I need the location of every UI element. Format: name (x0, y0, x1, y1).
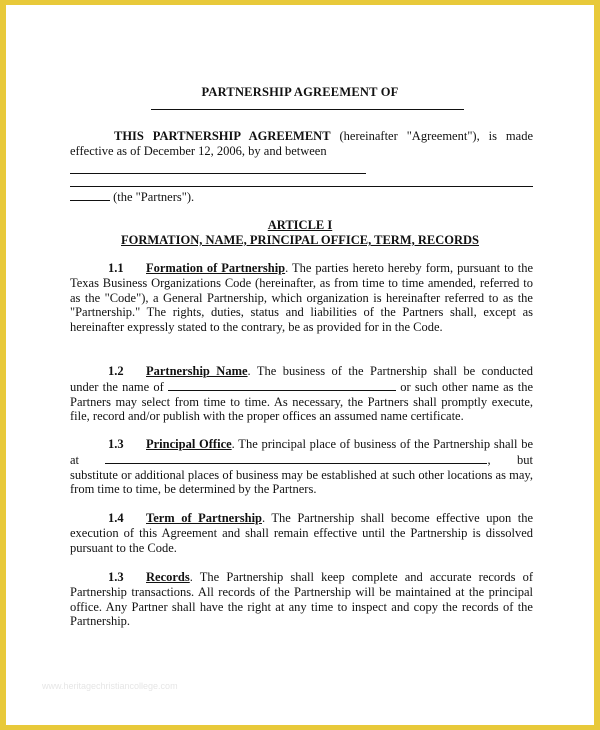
article-header (6, 218, 594, 248)
section-text: . The business of the Partnership shall be conducted under the name of (70, 364, 533, 394)
section-heading: Principal Office (146, 437, 232, 451)
section-number: 1.3 (108, 570, 124, 584)
section-heading: Term of Partnership (146, 511, 262, 525)
intro-lead: THIS PARTNERSHIP AGREEMENT (114, 129, 331, 143)
section-text: . The Partnership shall become effective upon the execution of this Agreement and shall remain effective until the Partnership is dissolved pursuant to the Code. (70, 511, 533, 555)
section-number: 1.1 (108, 261, 124, 275)
section-records (70, 570, 533, 629)
section-heading: Formation of Partnership (146, 261, 286, 275)
document-title: PARTNERSHIP AGREEMENT OF (201, 85, 399, 99)
watermark: www.heritagechristiancollege.com (42, 681, 178, 691)
section-text-after: or such other name as the Partners may select from time to time. As necessary, the Partners shall promptly execute, file, record and/or publish with the proper offices an assumed name certificate. (70, 379, 534, 424)
section-text: . The parties hereto hereby form, pursuant to the Texas Business Organizations Code (hereinafter, as from time to time amended, referred to as the "Code"), a General Partnership, which organization is hereinafter referred to as the "Partnership." The rights, duties, status and liabilities of the Partners shall, except as hereinafter expressly stated to the contrary, be as provided for in the Code. (70, 261, 534, 335)
article-number: ARTICLE I (267, 218, 333, 232)
section-number: 1.4 (108, 511, 124, 525)
section-text: . The Partnership shall keep complete and accurate records of Partnership transactions. All records of the Partnership will be maintained at the principal office. Any Partner shall have the right at any time to inspect and copy the records of the Partnership. (70, 570, 533, 629)
partner-blank-line-2 (70, 174, 533, 187)
section-1-3 (70, 437, 533, 497)
partner-blank-line-1 (70, 159, 366, 174)
intro-paragraph (70, 129, 533, 205)
title-blank-line (151, 109, 464, 110)
section-1-2 (70, 364, 533, 424)
article-title: FORMATION, NAME, PRINCIPAL OFFICE, TERM, RECORDS (121, 233, 479, 247)
section-heading: Partnership Name (146, 364, 248, 378)
partners-tail: (the "Partners"). (113, 190, 195, 204)
partnership-name-blank (168, 379, 396, 391)
partner-blank-line-3 (70, 189, 110, 201)
section-number: 1.2 (108, 364, 124, 378)
section-1-1 (70, 261, 533, 335)
principal-office-blank (105, 452, 487, 464)
intro-text: (hereinafter "Agreement"), is made effective as of December 12, 2006, by and between (70, 129, 533, 158)
section-text-after: , but substitute or additional places of business may be established at such other locations as may, from time to time, be determined by the Partners. (70, 452, 533, 497)
section-number: 1.3 (108, 437, 124, 451)
section-1-4 (70, 511, 533, 555)
section-heading: Records (146, 570, 190, 584)
document-page (6, 5, 594, 725)
section-text: . The principal place of business of the Partnership shall be at (70, 437, 534, 467)
